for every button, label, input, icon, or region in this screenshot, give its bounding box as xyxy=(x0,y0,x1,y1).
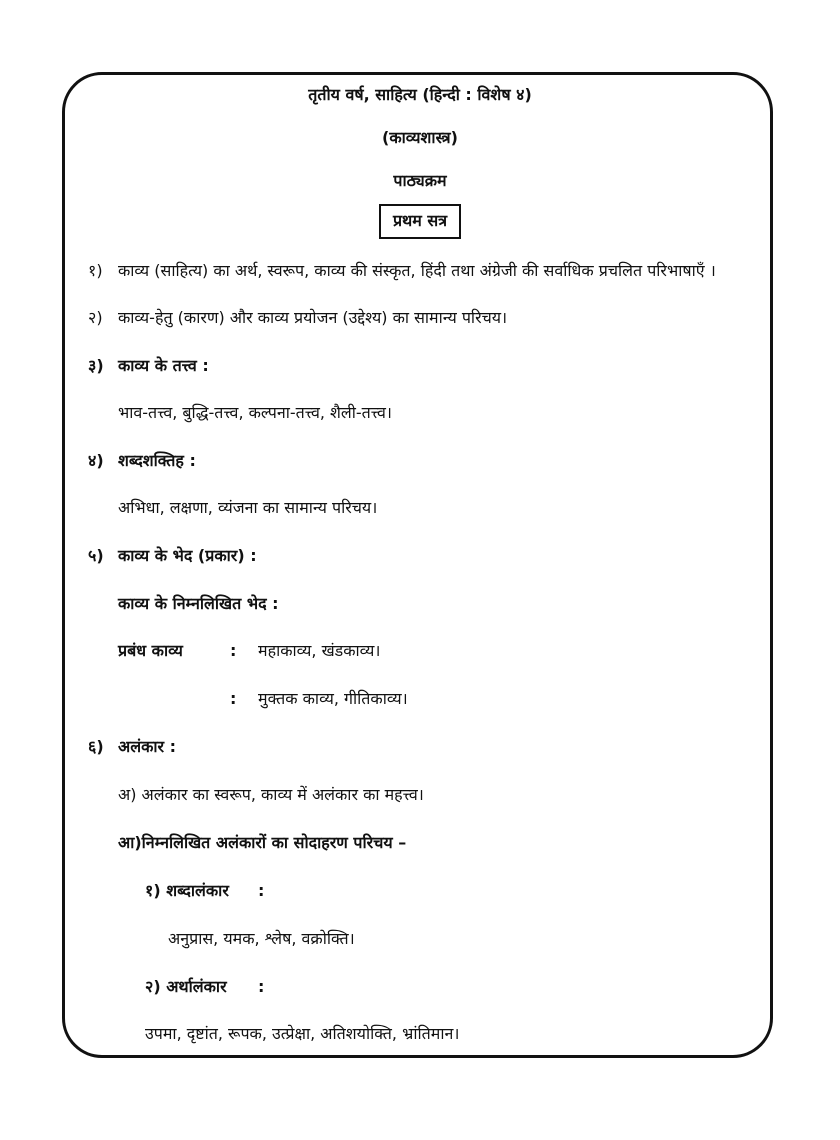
item-number: ४) xyxy=(88,451,104,470)
item-heading: काव्य के भेद (प्रकार) : xyxy=(118,546,257,565)
item-text: काव्य-हेतु (कारण) और काव्य प्रयोजन (उद्देश्य) का सामान्य परिचय। xyxy=(118,308,508,327)
item-subheading: काव्य के निम्नलिखित भेद : xyxy=(118,594,279,613)
list-item xyxy=(88,260,716,282)
syllabus-heading: पाठ्यक्रम xyxy=(393,171,447,190)
item-number: ६) xyxy=(88,737,104,756)
item-text: काव्य (साहित्य) का अर्थ, स्वरूप, काव्य की संस्कृत, हिंदी तथा अंग्रेजी की सर्वाधिक प्रचलित परिभाषाएँ । xyxy=(118,261,716,280)
item-number: १) xyxy=(88,261,103,280)
semester-label: प्रथम सत्र xyxy=(379,204,461,239)
list-item xyxy=(88,736,176,758)
item-detail: भाव-तत्त्व, बुद्धि-तत्त्व, कल्पना-तत्त्व, शैली-तत्त्व। xyxy=(118,403,392,422)
subcategory-label: २) अर्थालंकार xyxy=(145,977,227,996)
semester-box-wrap xyxy=(0,204,840,239)
subcategory-label: १) शब्दालंकार xyxy=(145,881,229,900)
item-subheading: आ)निम्नलिखित अलंकारों का सोदाहरण परिचय – xyxy=(118,833,407,852)
item-number: ३) xyxy=(88,356,104,375)
category-value: महाकाव्य, खंडकाव्य। xyxy=(258,641,381,660)
item-detail: अ) अलंकार का स्वरूप, काव्य में अलंकार का महत्त्व। xyxy=(118,785,424,804)
list-item xyxy=(88,355,209,377)
subcategory-value: अनुप्रास, यमक, श्लेष, वक्रोक्ति। xyxy=(168,929,355,948)
category-colon: : xyxy=(230,641,237,660)
page-subtitle: (काव्यशास्त्र) xyxy=(382,128,458,147)
item-number: ५) xyxy=(88,546,104,565)
subcategory-colon: : xyxy=(258,881,265,900)
item-heading: अलंकार : xyxy=(118,737,177,756)
subcategory-colon: : xyxy=(258,977,265,996)
list-item xyxy=(88,450,196,472)
item-heading: शब्दशक्तिह : xyxy=(118,451,196,470)
category-label: प्रबंध काव्य xyxy=(118,641,183,660)
item-heading: काव्य के तत्त्व : xyxy=(118,356,209,375)
category-colon: : xyxy=(230,689,237,708)
list-item xyxy=(88,545,257,567)
item-number: २) xyxy=(88,308,103,327)
list-item xyxy=(88,307,507,329)
page-title: तृतीय वर्ष, साहित्य (हिन्दी : विशेष ४) xyxy=(308,85,532,104)
subcategory-value: उपमा, दृष्टांत, रूपक, उत्प्रेक्षा, अतिशयोक्ति, भ्रांतिमान। xyxy=(145,1024,460,1043)
item-detail: अभिधा, लक्षणा, व्यंजना का सामान्य परिचय। xyxy=(118,498,378,517)
category-value: मुक्तक काव्य, गीतिकाव्य। xyxy=(258,689,408,708)
